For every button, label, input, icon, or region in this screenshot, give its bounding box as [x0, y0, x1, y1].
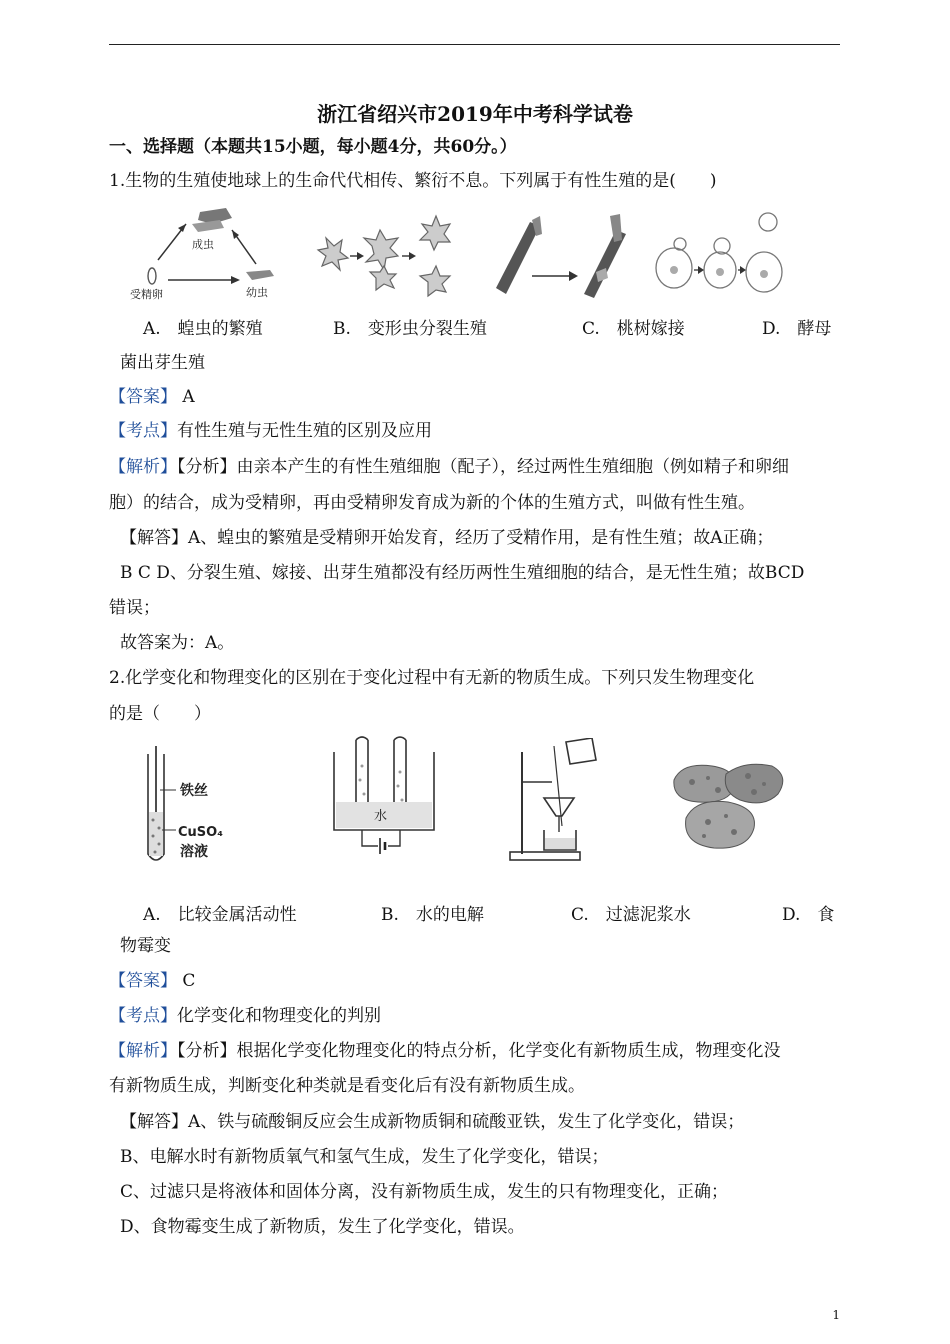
q2-label-solution: 溶液 — [180, 844, 208, 860]
q2-label-water: 水 — [374, 809, 388, 824]
q1-option-d-cont: 菌出芽生殖 — [120, 353, 205, 373]
q1-stem: 1.生物的生殖使地球上的生命代代相传、繁衍不息。下列属于有性生殖的是( ) — [109, 171, 717, 191]
q1-answer-value: A — [182, 387, 195, 407]
section-heading: 一、选择题（本题共15小题，每小题4分，共60分。） — [109, 137, 517, 157]
q1-point-text: 有性生殖与无性生殖的区别及应用 — [177, 421, 432, 441]
q1-analysis-2: 胞）的结合，成为受精卵，再由受精卵发育成为新的个体的生殖方式，叫做有性生殖。 — [109, 493, 755, 513]
page-number: 1 — [832, 1308, 840, 1322]
q2-option-c: C. 过滤泥浆水 — [571, 905, 691, 925]
q1-solve-3: 错误； — [109, 598, 160, 618]
q1-solve-2: B C D、分裂生殖、嫁接、出芽生殖都没有经历两性生殖细胞的结合，是无性生殖；故BCD — [120, 563, 805, 583]
q1-label-egg: 受精卵 — [130, 288, 163, 301]
q1-answer-tag: 【答案】 — [109, 387, 177, 407]
q2-option-d-cont: 物霉变 — [120, 936, 171, 956]
q2-analysis-tag: 【解析】 — [109, 1041, 177, 1061]
q2-option-a: A. 比较金属活动性 — [143, 905, 297, 925]
q2-point-tag: 【考点】 — [109, 1006, 177, 1026]
q2-answer-value: C — [182, 971, 196, 991]
q1-option-d: D. 酵母 — [762, 319, 832, 339]
q1-figure-yeast — [650, 210, 790, 302]
q2-label-wire: 铁丝 — [180, 783, 208, 799]
q1-option-c: C. 桃树嫁接 — [582, 319, 685, 339]
q2-analysis-text-1: 【分析】根据化学变化物理变化的特点分析，化学变化有新物质生成，物理变化没 — [177, 1041, 781, 1061]
q2-point-text: 化学变化和物理变化的判别 — [177, 1006, 381, 1026]
q2-stem-1: 2.化学变化和物理变化的区别在于变化过程中有无新的物质生成。下列只发生物理变化 — [109, 668, 755, 688]
q2-figure-electrolysis — [330, 736, 442, 860]
q1-solve-4: 故答案为：A。 — [120, 633, 235, 653]
q1-label-adult: 成虫 — [192, 238, 214, 251]
q2-figure-test-tube — [140, 746, 250, 870]
q1-label-larva: 幼虫 — [246, 286, 268, 299]
q2-solve-4: D、食物霉变生成了新物质，发生了化学变化，错误。 — [120, 1217, 525, 1237]
q2-analysis-2: 有新物质生成，判断变化种类就是看变化后有没有新物质生成。 — [109, 1076, 585, 1096]
q2-point — [109, 1005, 381, 1027]
q2-answer-tag: 【答案】 — [109, 971, 177, 991]
q2-figure-moldy-food — [668, 756, 790, 856]
q1-figure-locust — [128, 206, 278, 304]
q2-label-cuso4: CuSO₄ — [178, 825, 223, 840]
q1-figure-amoeba — [312, 212, 460, 300]
q2-answer — [109, 970, 195, 992]
q1-analysis-text-1: 【分析】由亲本产生的有性生殖细胞（配子），经过两性生殖细胞（例如精子和卵细 — [177, 457, 789, 477]
q1-figure-grafting — [492, 212, 632, 300]
q1-option-b: B. 变形虫分裂生殖 — [333, 319, 487, 339]
q1-option-a: A. 蝗虫的繁殖 — [143, 319, 263, 339]
q1-point — [109, 420, 432, 442]
q2-stem-2: 的是（ ） — [109, 704, 211, 724]
q1-analysis-tag: 【解析】 — [109, 457, 177, 477]
q1-solve-1: 【解答】A、蝗虫的繁殖是受精卵开始发育，经历了受精作用，是有性生殖；故A正确； — [120, 528, 774, 548]
q2-figure-filtration — [504, 738, 616, 862]
q1-answer — [109, 386, 195, 408]
q2-option-b: B. 水的电解 — [381, 905, 484, 925]
q2-solve-2: B、电解水时有新物质氧气和氢气生成，发生了化学变化，错误； — [120, 1147, 609, 1167]
q1-point-tag: 【考点】 — [109, 421, 177, 441]
q1-analysis-1 — [109, 456, 789, 478]
page-title: 浙江省绍兴市2019年中考科学试卷 — [317, 102, 633, 126]
q2-option-d: D. 食 — [782, 905, 835, 925]
q2-solve-1: 【解答】A、铁与硫酸铜反应会生成新物质铜和硫酸亚铁，发生了化学变化，错误； — [120, 1112, 745, 1132]
q2-solve-3: C、过滤只是将液体和固体分离，没有新物质生成，发生的只有物理变化，正确； — [120, 1182, 729, 1202]
q2-analysis-1 — [109, 1040, 781, 1062]
header-rule — [109, 44, 840, 45]
